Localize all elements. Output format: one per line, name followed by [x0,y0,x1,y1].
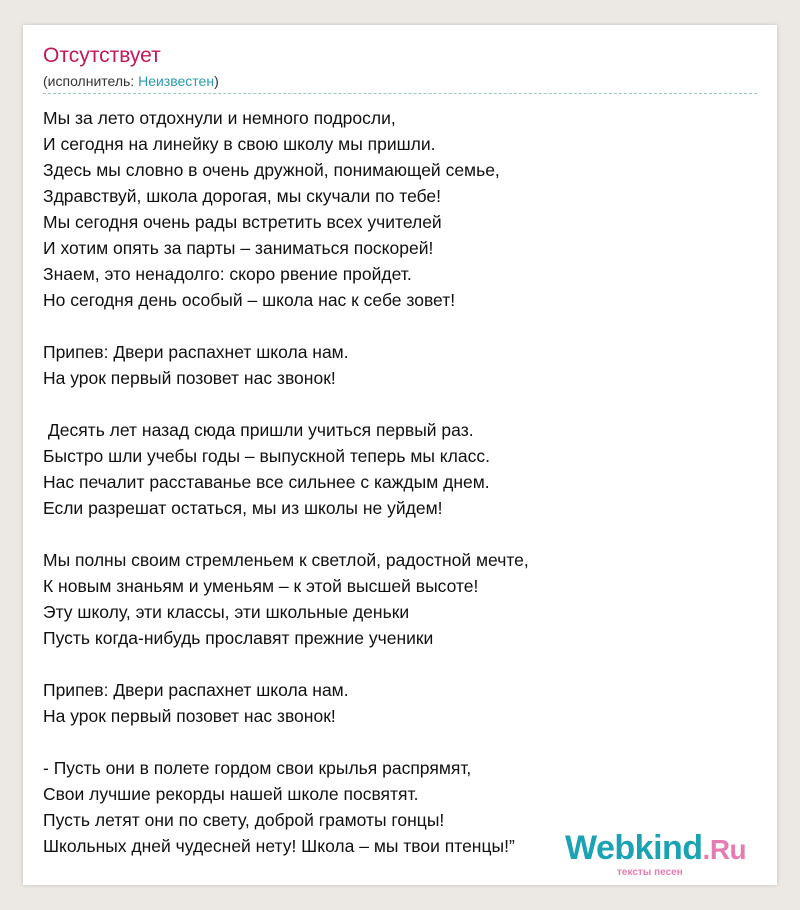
lyric-line: К новым знаньям и уменьям – к этой высшей высоте! [43,576,479,596]
lyric-line: - Пусть они в полете гордом свои крылья распрямят, [43,758,472,778]
lyric-line: Свои лучшие рекорды нашей школе посвятят. [43,784,419,804]
lyric-line: Но сегодня день особый – школа нас к себе зовет! [43,290,456,310]
lyric-line: Припев: Двери распахнет школа нам. [43,342,349,362]
lyric-line: Пусть летят они по свету, доброй грамоты гонцы! [43,810,445,830]
stanza-break [43,391,757,417]
lyric-line: Здравствуй, школа дорогая, мы скучали по тебе! [43,186,442,206]
logo-name: Webkind [565,829,703,867]
artist-suffix: ) [214,73,219,89]
lyric-line: Десять лет назад сюда пришли учиться первый раз. [43,420,474,440]
lyric-line: Быстро шли учебы годы – выпускной теперь мы класс. [43,446,490,466]
stanza-break [43,521,757,547]
lyric-line: Здесь мы словно в очень дружной, понимающей семье, [43,160,500,180]
artist-line [43,73,219,89]
lyric-line: И хотим опять за парты – заниматься поскорей! [43,238,434,258]
divider [43,93,757,94]
lyric-line: Пусть когда-нибудь прославят прежние ученики [43,628,434,648]
lyric-line: Мы сегодня очень рады встретить всех учителей [43,212,442,232]
artist-prefix: (исполнитель: [43,73,139,89]
logo-tagline: тексты песен [617,867,683,878]
webkind-logo[interactable] [557,827,777,885]
lyric-line: Припев: Двери распахнет школа нам. [43,680,349,700]
lyric-line: На урок первый позовет нас звонок! [43,706,336,726]
lyrics-body [43,105,757,859]
lyric-line: И сегодня на линейку в свою школу мы пришли. [43,134,436,154]
stanza-break [43,313,757,339]
lyric-line: Знаем, это ненадолго: скоро рвение пройдет. [43,264,412,284]
lyric-line: Если разрешат остаться, мы из школы не уйдем! [43,498,443,518]
lyrics-card [23,25,777,885]
stanza-break [43,729,757,755]
song-title: Отсутствует [43,44,161,67]
stanza-break [43,651,757,677]
logo-tld: .Ru [702,834,747,865]
lyric-line: Эту школу, эти классы, эти школьные деньки [43,602,410,622]
artist-link[interactable]: Неизвестен [138,73,215,89]
lyric-line: Школьных дней чудесней нету! Школа – мы твои птенцы!” [43,836,515,856]
lyric-line: На урок первый позовет нас звонок! [43,368,336,388]
lyric-line: Нас печалит расставанье все сильнее с каждым днем. [43,472,490,492]
lyric-line: Мы полны своим стремленьем к светлой, радостной мечте, [43,550,529,570]
lyric-line: Мы за лето отдохнули и немного подросли, [43,108,396,128]
logo-wordmark [565,829,746,868]
